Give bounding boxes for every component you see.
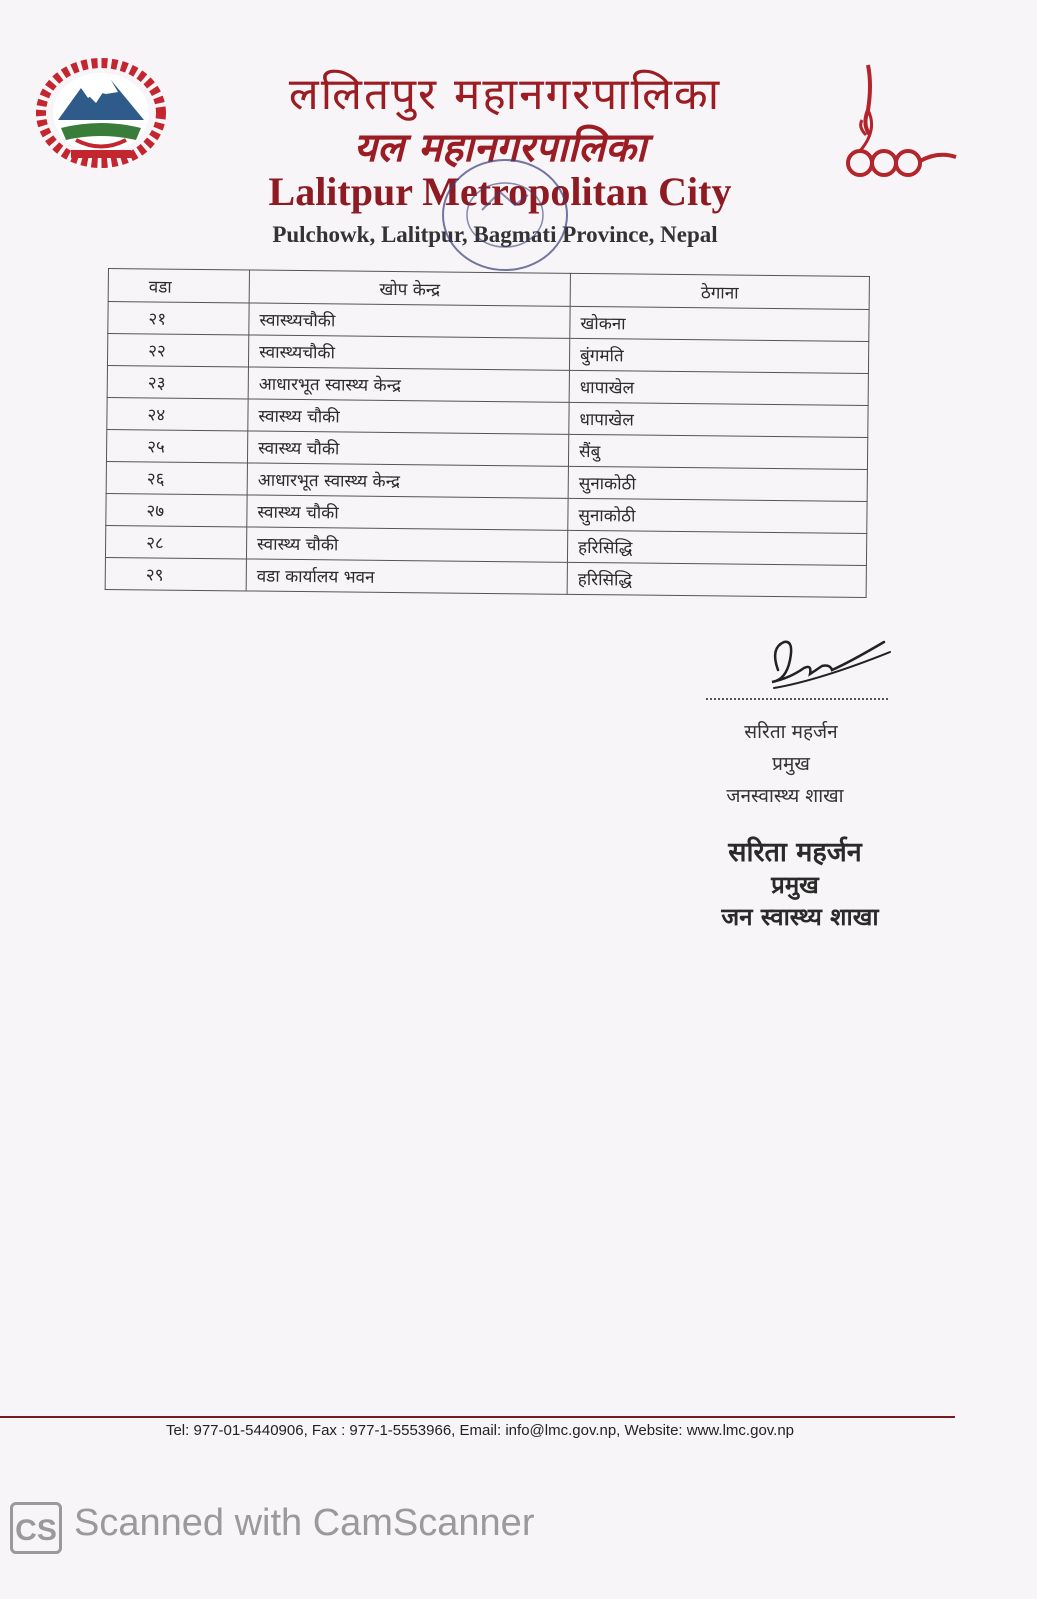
footer-divider [0,1416,955,1418]
header-centre: खोप केन्द्र [249,270,570,306]
centre-address: सुनाकोठी [568,466,867,501]
header-ward: वडा [108,269,249,303]
signatory-name: सरिता महर्जन [744,721,838,743]
camscanner-watermark: Scanned with CamScanner [74,1502,535,1544]
centre-address: धापाखेल [569,370,868,405]
centre-name: आधारभूत स्वास्थ्य केन्द्र [247,463,568,498]
handwritten-signature [760,630,900,700]
centre-address: धापाखेल [569,402,868,437]
centre-name: स्वास्थ्य चौकी [247,431,568,466]
nepal-emblem-logo [36,58,166,168]
stamp-name: सरिता महर्जन [728,837,862,868]
centre-name: स्वास्थ्यचौकी [248,335,569,370]
centre-name: वडा कार्यालय भवन [246,559,567,594]
camscanner-logo: CS [10,1502,62,1554]
org-address: Pulchowk, Lalitpur, Bagmati Province, Nepal [272,222,718,247]
ward-number: २५ [106,429,247,462]
table-row [105,557,866,597]
centre-name: स्वास्थ्य चौकी [247,495,568,530]
org-name-english: Lalitpur Metropolitan City [268,169,732,214]
ward-number: २४ [107,397,248,430]
signatory-role: प्रमुख [772,753,810,775]
ward-number: २८ [105,525,246,558]
vaccination-centre-table [105,268,870,598]
ward-number: २७ [106,493,247,526]
centre-address: सैंबु [568,434,867,469]
signatory-department: जनस्वास्थ्य शाखा [726,785,844,807]
rhino-logo [838,55,963,185]
footer-contact: Tel: 977-01-5440906, Fax : 977-1-5553966, Email: info@lmc.gov.np, Website: www.lmc.gov.np [165,1422,795,1439]
centre-name: स्वास्थ्य चौकी [246,527,567,562]
centre-address: हरिसिद्धि [567,530,866,565]
centre-name: आधारभूत स्वास्थ्य केन्द्र [248,367,569,402]
stamp-role: प्रमुख [771,870,819,899]
org-name-newari: यल महानगरपालिका [353,125,647,171]
header-address: ठेगाना [570,273,869,309]
centre-address: खोकना [570,306,869,341]
centre-address: सुनाकोठी [568,498,867,533]
centre-address: बुंगमति [569,338,868,373]
stamp-department: जन स्वास्थ्य शाखा [721,902,879,931]
ward-number: २९ [105,557,246,590]
centre-address: हरिसिद्धि [567,562,866,597]
ward-number: २३ [107,365,248,398]
org-name-nepali: ललितपुर महानगरपालिका [288,69,722,120]
ward-number: २६ [106,461,247,494]
office-stamp [420,150,590,290]
signature-line [706,698,888,700]
ward-number: २२ [107,334,248,367]
centre-name: स्वास्थ्य चौकी [248,399,569,434]
ward-number: २१ [108,302,249,335]
centre-name: स्वास्थ्यचौकी [249,303,570,338]
